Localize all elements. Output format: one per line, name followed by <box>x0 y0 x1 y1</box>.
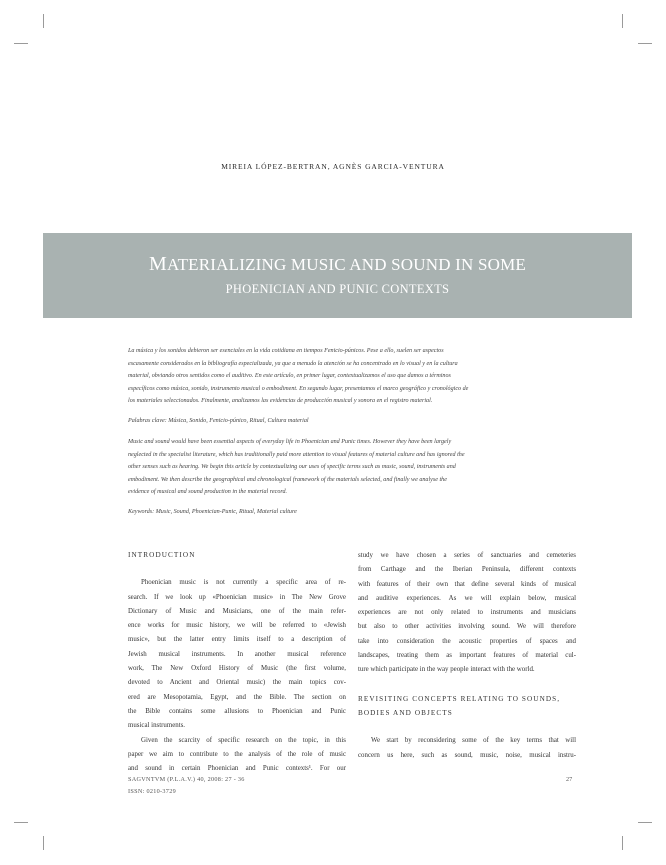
abstract-line: La música y los sonidos debieron ser esenciales en la vida cotidiana en tiempos Fenicio-púnicos. Pese a ello, suelen ser aspectos <box>128 348 444 354</box>
abstract-line: Music and sound would have been essential aspects of everyday life in Phoenician and Punic times. However they have been largely <box>128 439 452 445</box>
body-line: We start by reconsidering some of the key terms that will <box>371 737 576 745</box>
body-line: but also to other activities involving sound. We will therefore <box>358 623 576 631</box>
article-title-line-1 <box>43 253 632 276</box>
title-line-1-text: ATERIALIZING MUSIC AND SOUND IN SOME <box>166 255 526 274</box>
keywords-english: Keywords: Music, Sound, Phoenician-Punic, Ritual, Material culture <box>128 509 297 515</box>
abstract-line: específicos como música, sonido, instrumento musical o embodiment. En segundo lugar, presentamos el marco geográfico y cronológico de <box>128 385 469 392</box>
abstract-line: material, obviando otros sentidos como el auditivo. En este artículo, en primer lugar, contextualizamos el uso que damos a términos <box>128 373 451 379</box>
body-line: paper we aim to contribute to the analysis of the role of music <box>128 750 346 758</box>
spacer <box>358 720 576 734</box>
title-banner <box>43 233 632 318</box>
spacer <box>358 678 576 692</box>
crop-mark <box>638 822 652 823</box>
body-line: Phoenician music is not currently a specific area of re- <box>141 579 346 587</box>
section-heading-revisiting: REVISITING CONCEPTS RELATING TO SOUNDS, <box>358 694 561 703</box>
abstract-spanish <box>128 345 547 408</box>
body-line: musical instruments. <box>128 722 186 730</box>
body-line: study we have chosen a series of sanctuaries and cemeteries <box>358 552 576 559</box>
crop-mark <box>43 14 44 28</box>
authors-header: MIREIA LÓPEZ-BERTRAN, AGNÈS GARCIA-VENTURA <box>221 162 445 171</box>
abstract-line: escasamente considerados en la bibliografía especializada, ya que a menudo la atención se ha concentrado en lo visual y en la cultura <box>128 360 458 367</box>
crop-mark <box>638 43 652 44</box>
crop-mark <box>622 14 623 28</box>
body-line: devoted to Ancient and Oriental music) the main topics cov- <box>128 679 346 687</box>
body-line: the Bible contains some allusions to Phoenician and Punic <box>128 707 346 715</box>
abstract-line: evidence of musical and sound production in the material record. <box>128 489 288 495</box>
body-column-right <box>358 549 576 763</box>
spacer <box>128 562 346 576</box>
article-title-line-2: PHOENICIAN AND PUNIC CONTEXTS <box>225 282 450 296</box>
body-line: Jewish musical instruments. In another musical reference <box>128 650 346 658</box>
abstract-english <box>128 436 547 499</box>
section-heading-revisiting-line-2: BODIES AND OBJECTS <box>358 708 453 717</box>
body-line: experiences are not only related to instruments and musicians <box>358 609 576 617</box>
body-line: work, The New Oxford History of Music (the first volume, <box>128 665 346 673</box>
body-line: take into consideration the acoustic properties of spaces and <box>358 637 576 645</box>
body-line: ence works for music history, we will be referred to «Jewish <box>128 622 346 630</box>
abstract-line: other senses such as hearing. We begin this article by contextualizing our uses of specific terms such as music, sound, instruments and <box>128 464 456 470</box>
crop-mark <box>14 43 28 44</box>
crop-mark <box>622 836 623 850</box>
body-line: search. If we look up «Phoenician music» in The New Grove <box>128 593 346 601</box>
body-line: concern us here, such as sound, music, noise, musical instru- <box>358 751 576 759</box>
body-column-left <box>128 548 346 776</box>
section-heading-introduction: INTRODUCTION <box>128 551 196 559</box>
body-line: music», but the latter entry limits itself to a description of <box>128 636 346 644</box>
crop-mark <box>14 822 28 823</box>
body-line: from Carthage and the Iberian Peninsula, different contexts <box>358 566 576 574</box>
body-line: Given the scarcity of specific research on the topic, in this <box>141 736 346 744</box>
crop-mark <box>43 836 44 850</box>
footer-journal-reference: SAGVNTVM (P.L.A.V.) 40, 2008: 27 - 36 <box>128 776 245 783</box>
page-number: 27 <box>566 776 573 783</box>
body-line: ture which participate in the way people interact with the world. <box>358 666 535 674</box>
body-line: ered are Mesopotamia, Egypt, and the Bible. The section on <box>128 693 346 701</box>
keywords-spanish: Palabras clave: Música, Sonido, Fenicio-púnico, Ritual, Cultura material <box>128 418 309 424</box>
body-line: Dictionary of Music and Musicians, one of the main refer- <box>128 607 346 615</box>
body-line: and auditive experiences. As we will explain below, musical <box>358 594 576 602</box>
body-line: landscapes, treating them as important features of material cul- <box>358 652 576 660</box>
body-line: and sound in certain Phoenician and Punic contexts¹. For our <box>128 765 346 773</box>
abstract-line: los materiales seleccionados. Finalmente, analizamos las evidencias de producción musical y sonora en el registro material. <box>128 398 433 404</box>
body-line: with features of their own that define several kinds of musical <box>358 580 576 588</box>
abstract-line: neglected in the specialist literature, which has traditionally paid more attention to visual features of material culture and has ignored the <box>128 451 465 458</box>
title-initial: M <box>149 253 167 275</box>
abstract-line: embodiment. We then describe the geographical and chronological framework of the materials selected, and finally we analyse the <box>128 476 447 483</box>
footer-issn: ISSN: 0210-3729 <box>128 788 176 795</box>
